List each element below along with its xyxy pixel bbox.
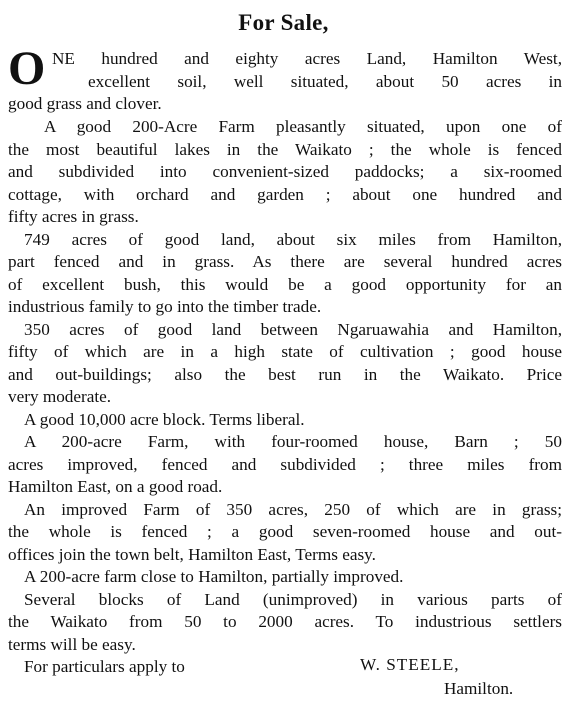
paragraph-line: very moderate. — [8, 387, 112, 406]
advert-title: For Sale, — [238, 10, 329, 35]
paragraph-line: excellent soil, well situated, about 50 acres in — [88, 72, 562, 91]
paragraph-line: cottage, with orchard and garden ; about one hundred and — [8, 185, 562, 204]
paragraph-line: For particulars apply to — [24, 657, 185, 676]
paragraph-line: the whole is fenced ; a good seven-roomed house and out- — [8, 522, 562, 541]
paragraph-line: 350 acres of good land between Ngaruawahia and Hamilton, — [24, 320, 562, 339]
signature-place: Hamilton. — [444, 679, 514, 698]
signature: W. STEELE, — [360, 655, 460, 674]
paragraph-line: Several blocks of Land (unimproved) in various parts of — [24, 590, 562, 609]
paragraph-line: A 200-acre Farm, with four-roomed house, Barn ; 50 — [24, 432, 562, 451]
paragraph-line: fifty of which are in a high state of cultivation ; good house — [8, 342, 562, 361]
paragraph-line: and out-buildings; also the best run in the Waikato. Price — [8, 365, 562, 384]
paragraph-line: part fenced and in grass. As there are several hundred acres — [8, 252, 562, 271]
drop-cap: O — [8, 42, 46, 95]
paragraph-line: the Waikato from 50 to 2000 acres. To industrious settlers — [8, 612, 562, 631]
paragraph-line: and subdivided into convenient-sized paddocks; a six-roomed — [8, 162, 562, 181]
paragraph-line: offices join the town belt, Hamilton East, Terms easy. — [8, 545, 376, 564]
paragraph-line: the most beautiful lakes in the Waikato ; the whole is fenced — [8, 140, 562, 159]
paragraph-line: acres improved, fenced and subdivided ; three miles from — [8, 455, 562, 474]
paragraph-line: NE hundred and eighty acres Land, Hamilton West, — [52, 49, 562, 68]
paragraph-line: 749 acres of good land, about six miles from Hamilton, — [24, 230, 562, 249]
paragraph-line: Hamilton East, on a good road. — [8, 477, 223, 496]
paragraph-line: industrious family to go into the timber trade. — [8, 297, 322, 316]
paragraph-line: A 200-acre farm close to Hamilton, partially improved. — [24, 567, 404, 586]
paragraph-line: of excellent bush, this would be a good opportunity for an — [8, 275, 562, 294]
paragraph-line: An improved Farm of 350 acres, 250 of which are in grass; — [24, 500, 562, 519]
paragraph-line: A good 10,000 acre block. Terms liberal. — [24, 410, 305, 429]
paragraph-line: A good 200-Acre Farm pleasantly situated, upon one of — [44, 117, 562, 136]
paragraph-line: terms will be easy. — [8, 635, 136, 654]
paragraph-line: good grass and clover. — [8, 94, 162, 113]
paragraph-line: fifty acres in grass. — [8, 207, 139, 226]
